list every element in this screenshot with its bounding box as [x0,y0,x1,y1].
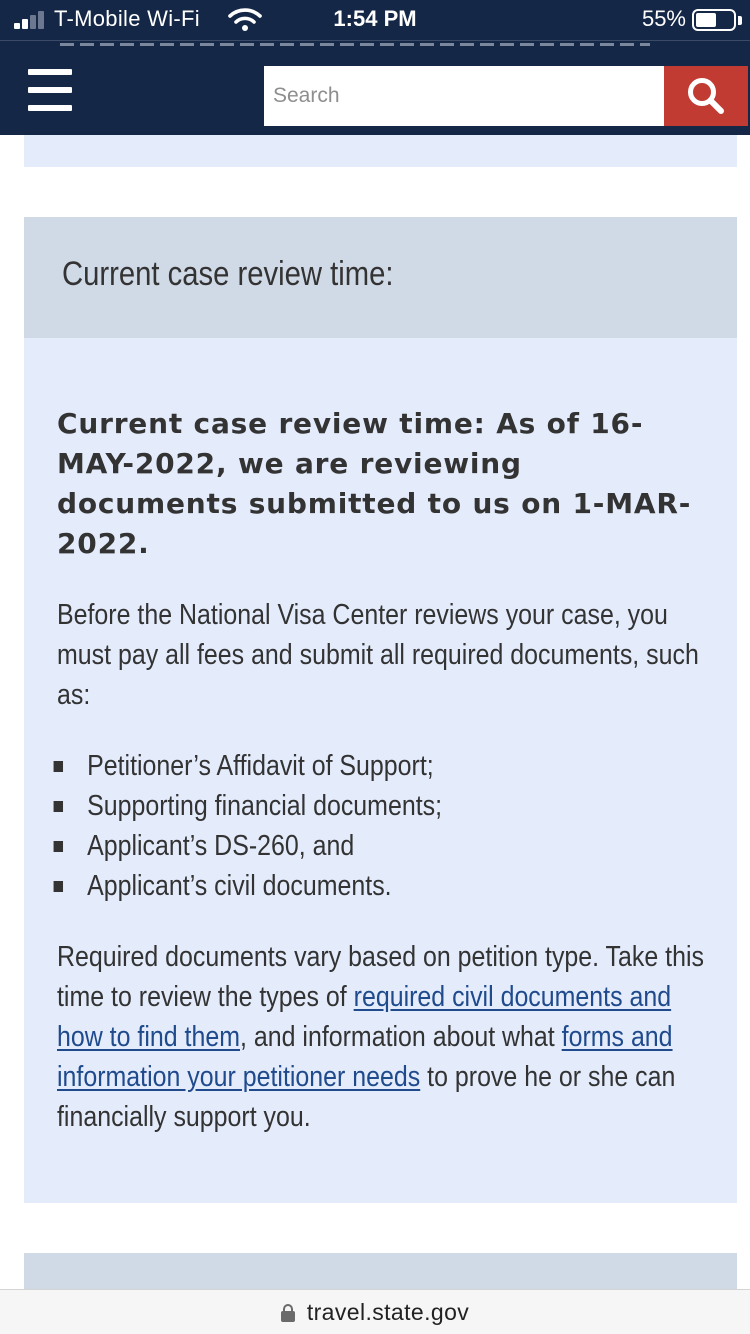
battery-icon [692,9,736,31]
bullet-icon [54,841,63,852]
status-time: 1:54 PM [333,6,417,31]
intro-paragraph: Before the National Visa Center reviews your case, you must pay all fees and submit all required documents, such as: [57,599,699,711]
bullet-icon [54,801,63,812]
url-text: travel.state.gov [306,1298,470,1325]
search-button[interactable] [664,66,748,126]
panel-header [24,217,737,338]
case-review-panel [24,217,737,1203]
search-input[interactable] [264,66,665,126]
panel-text [57,595,711,1137]
panel-body [24,404,737,1137]
required-civil-documents-link[interactable]: required civil documents and how to find them [57,981,672,1053]
list-item [57,746,711,786]
closing-text-2: , and information about what [240,1021,562,1053]
list-item-text: Applicant’s DS-260, and [87,830,355,862]
list-item [57,826,711,866]
list-item [57,786,711,826]
list-item-text: Supporting financial documents; [87,790,443,822]
browser-url-bar[interactable] [0,1289,750,1334]
bullet-icon [54,881,63,892]
lock-icon [281,1304,295,1322]
required-documents-list [57,746,711,906]
list-item-text: Petitioner’s Affidavit of Support; [87,750,434,782]
battery-level-fill [696,13,716,27]
panel-title: Current case review time: [62,255,394,293]
hamburger-menu-icon[interactable] [28,69,74,111]
closing-text-3: to prove he or she can financially support you. [57,1061,676,1133]
magnifier-icon [686,76,726,116]
list-item [57,866,711,906]
closing-paragraph [57,937,711,1137]
status-bar [0,0,750,40]
previous-panel [24,135,737,167]
list-item-text: Applicant’s civil documents. [87,870,392,902]
site-header [0,40,750,135]
battery-cap [738,16,742,25]
petitioner-forms-link[interactable]: forms and information your petitioner needs [57,1021,673,1093]
header-decoration [60,43,650,46]
bullet-icon [54,761,63,772]
closing-text-1: Required documents vary based on petition type. Take this time to review the types of [57,941,704,1013]
battery-percentage: 55% [641,6,686,31]
next-panel-header [24,1253,737,1293]
carrier-name: T-Mobile Wi-Fi [54,6,200,31]
case-review-time-statement: Current case review time: As of 16-MAY-2022, we are reviewing documents submitted to us on 1-MAR-2022. [57,407,692,560]
